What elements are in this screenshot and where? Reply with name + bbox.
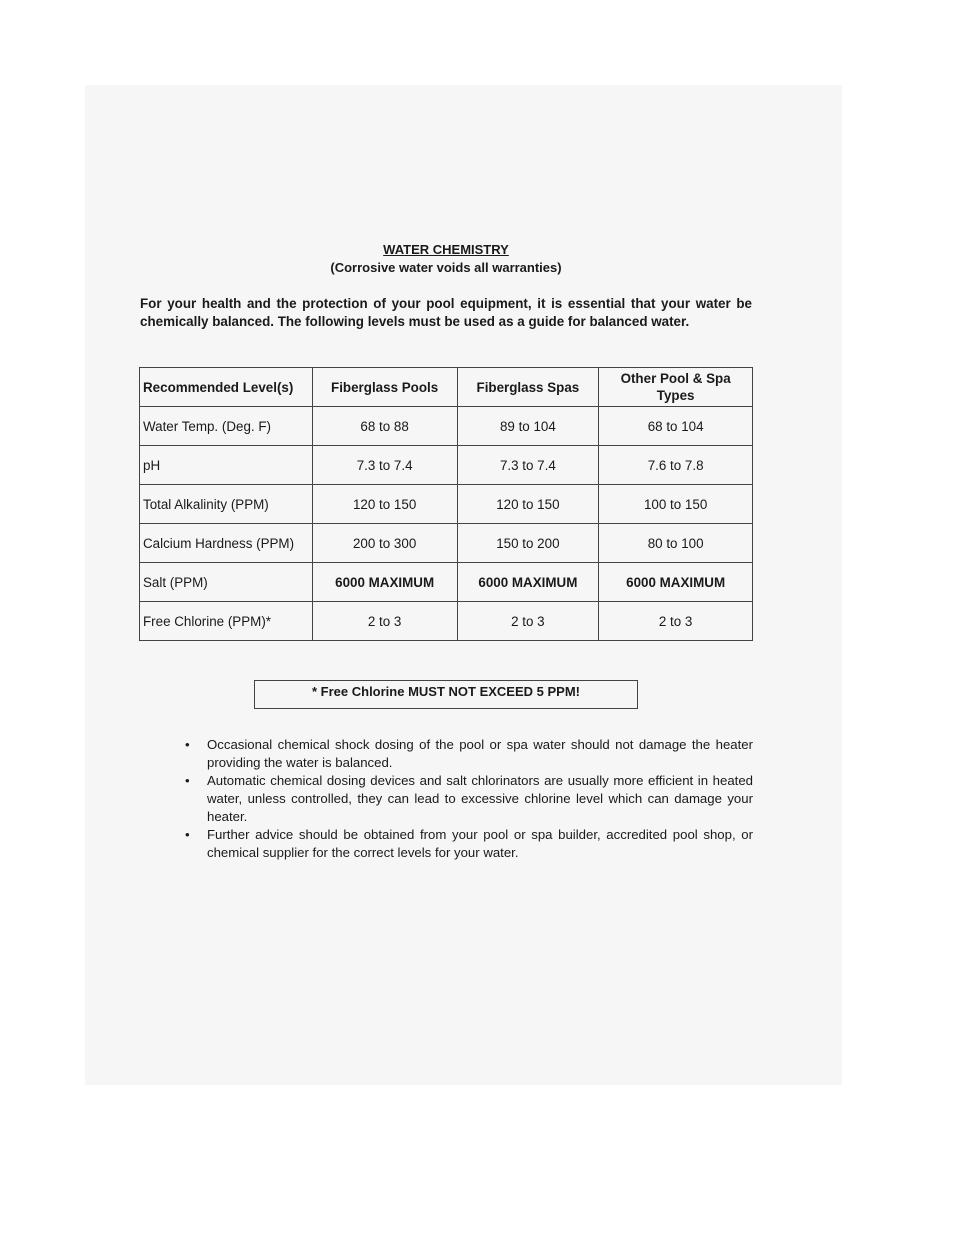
row-label: Salt (PPM) [140, 563, 313, 602]
table-row [140, 602, 753, 641]
list-item [185, 736, 753, 772]
table-cell: 2 to 3 [457, 602, 599, 641]
table-cell: 120 to 150 [457, 485, 599, 524]
bullet-icon: • [185, 737, 190, 752]
table-cell: 7.6 to 7.8 [599, 446, 753, 485]
table-row [140, 485, 753, 524]
header-fiberglass-pools: Fiberglass Pools [312, 368, 457, 407]
table-cell: 6000 MAXIMUM [599, 563, 753, 602]
table-cell: 6000 MAXIMUM [312, 563, 457, 602]
title-block [140, 241, 752, 277]
table-cell: 7.3 to 7.4 [457, 446, 599, 485]
row-label: Total Alkalinity (PPM) [140, 485, 313, 524]
header-other-pool-spa-types: Other Pool & Spa Types [599, 368, 753, 407]
table-cell: 120 to 150 [312, 485, 457, 524]
table-cell: 80 to 100 [599, 524, 753, 563]
table-row [140, 446, 753, 485]
table-cell: 7.3 to 7.4 [312, 446, 457, 485]
header-recommended-levels: Recommended Level(s) [140, 368, 313, 407]
table-row [140, 563, 753, 602]
row-label: Calcium Hardness (PPM) [140, 524, 313, 563]
table-row [140, 524, 753, 563]
table-cell: 68 to 88 [312, 407, 457, 446]
table-cell: 89 to 104 [457, 407, 599, 446]
list-item [185, 772, 753, 826]
header-fiberglass-spas: Fiberglass Spas [457, 368, 599, 407]
row-label: Free Chlorine (PPM)* [140, 602, 313, 641]
table-cell: 100 to 150 [599, 485, 753, 524]
advice-list [185, 736, 753, 862]
table-cell: 6000 MAXIMUM [457, 563, 599, 602]
bullet-icon: • [185, 773, 190, 788]
intro-paragraph: For your health and the protection of your pool equipment, it is essential that your water be chemically balanced. The following levels must be used as a guide for balanced water. [140, 296, 752, 329]
table-cell: 150 to 200 [457, 524, 599, 563]
table-cell: 2 to 3 [599, 602, 753, 641]
bullet-icon: • [185, 827, 190, 842]
list-item-text: Automatic chemical dosing devices and salt chlorinators are usually more efficient in heated water, unless controlled, they can lead to excessive chlorine level which can damage your heater. [207, 773, 753, 824]
list-item [185, 826, 753, 862]
page-title: WATER CHEMISTRY [383, 242, 509, 257]
table-row [140, 407, 753, 446]
row-label: Water Temp. (Deg. F) [140, 407, 313, 446]
list-item-text: Occasional chemical shock dosing of the pool or spa water should not damage the heater providing the water is balanced. [207, 737, 753, 770]
water-chemistry-table [139, 367, 753, 641]
table-cell: 2 to 3 [312, 602, 457, 641]
list-item-text: Further advice should be obtained from your pool or spa builder, accredited pool shop, or chemical supplier for the correct levels for your water. [207, 827, 753, 860]
free-chlorine-warning: * Free Chlorine MUST NOT EXCEED 5 PPM! [254, 680, 638, 709]
row-label: pH [140, 446, 313, 485]
table-cell: 68 to 104 [599, 407, 753, 446]
table-cell: 200 to 300 [312, 524, 457, 563]
table-header-row [140, 368, 753, 407]
page-subtitle: (Corrosive water voids all warranties) [330, 260, 562, 275]
